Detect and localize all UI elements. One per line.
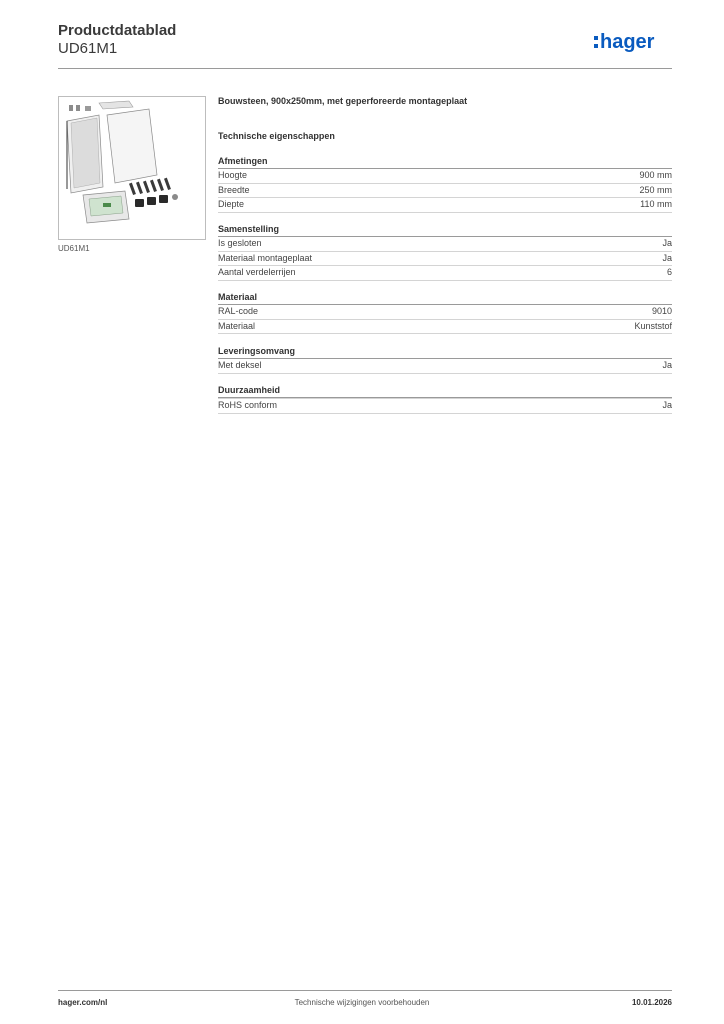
property-value: Ja: [662, 360, 672, 370]
property-label: Aantal verdelerrijen: [218, 267, 296, 277]
property-label: Materiaal: [218, 320, 256, 331]
property-row: [218, 359, 672, 374]
footer-notice: Technische wijzigingen voorbehouden: [294, 998, 430, 1007]
section-leveringsomvang: [218, 345, 672, 374]
property-value: 900 mm: [639, 170, 672, 180]
property-value: 9010: [651, 306, 672, 316]
product-image: [58, 96, 206, 240]
header-divider: [58, 68, 672, 69]
property-value: 250 mm: [639, 184, 672, 195]
property-value: 6: [666, 267, 672, 277]
property-label: RAL-code: [218, 306, 259, 316]
section-title: Materiaal: [218, 291, 672, 305]
logo-dot-top: [594, 36, 598, 40]
product-description: Bouwsteen, 900x250mm, met geperforeerde montageplaat: [218, 96, 468, 106]
section-title: Leveringsomvang: [218, 345, 672, 359]
property-label: Is gesloten: [218, 238, 262, 248]
property-value: 110 mm: [640, 199, 672, 209]
property-row: [218, 252, 672, 267]
property-row: [218, 266, 672, 281]
property-label: Breedte: [218, 184, 250, 195]
property-row: [218, 169, 672, 184]
property-row: [218, 237, 672, 252]
property-row: [218, 184, 672, 199]
property-value: Ja: [662, 400, 672, 410]
section-title: Samenstelling: [218, 223, 672, 237]
footer-date: 10.01.2026: [631, 998, 672, 1007]
footer-divider: [58, 990, 672, 991]
property-value: Ja: [662, 238, 672, 248]
property-label: Materiaal montageplaat: [218, 252, 313, 263]
property-row: [218, 198, 672, 213]
property-row: [218, 320, 672, 335]
property-row: [218, 305, 672, 320]
section-duurzaamheid: [218, 384, 672, 414]
footer-website-link[interactable]: hager.com/nl: [58, 998, 108, 1007]
section-afmetingen: [218, 155, 672, 213]
section-samenstelling: [218, 223, 672, 281]
property-label: Met deksel: [218, 360, 262, 370]
section-title: Afmetingen: [218, 155, 672, 169]
property-value: Kunststof: [634, 320, 672, 331]
hager-logo: [594, 27, 672, 57]
property-label: Diepte: [218, 199, 245, 209]
property-row: [218, 398, 672, 414]
property-value: Ja: [662, 252, 672, 263]
image-caption: UD61M1: [58, 244, 90, 253]
product-code: UD61M1: [58, 40, 118, 57]
property-label: RoHS conform: [218, 400, 278, 410]
logo-dot-bottom: [594, 44, 598, 48]
property-label: Hoogte: [218, 170, 248, 180]
page-title: Productdatablad: [58, 22, 177, 39]
section-materiaal: [218, 291, 672, 334]
technical-properties-heading: Technische eigenschappen: [218, 131, 335, 141]
section-title: Duurzaamheid: [218, 384, 672, 398]
logo-text: hager: [600, 31, 655, 53]
